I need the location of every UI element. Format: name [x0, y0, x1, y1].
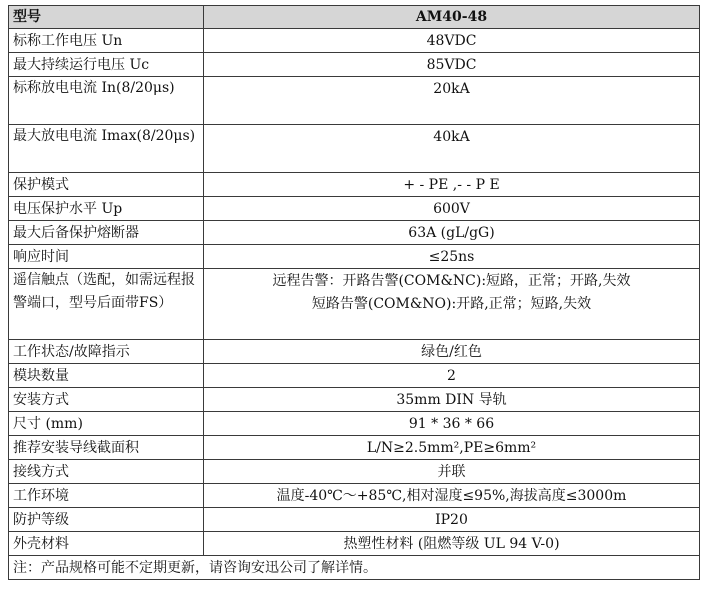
- row-value: 20kA: [204, 77, 700, 125]
- row-value: ≤25ns: [204, 245, 700, 269]
- table-row: [9, 388, 700, 412]
- row-value: [204, 269, 700, 340]
- row-label: 安装方式: [9, 388, 204, 412]
- row-value: 63A (gL/gG): [204, 221, 700, 245]
- row-value: 绿色/红色: [204, 340, 700, 364]
- row-label: 保护模式: [9, 173, 204, 197]
- row-label: 工作环境: [9, 484, 204, 508]
- row-label: 接线方式: [9, 460, 204, 484]
- row-label: 响应时间: [9, 245, 204, 269]
- row-value: + - PE ,- - P E: [204, 173, 700, 197]
- row-label: 推荐安装导线截面积: [9, 436, 204, 460]
- row-value-line: 短路告警(COM&NO):开路,正常；短路,失效: [311, 296, 592, 312]
- row-label: 防护等级: [9, 508, 204, 532]
- row-value: 600V: [204, 197, 700, 221]
- row-value: L/N≥2.5mm²,PE≥6mm²: [204, 436, 700, 460]
- row-label: 标称工作电压 Un: [9, 29, 204, 53]
- spec-table-container: [8, 5, 700, 580]
- row-label: 外壳材料: [9, 532, 204, 556]
- row-value: IP20: [204, 508, 700, 532]
- row-label: 电压保护水平 Up: [9, 197, 204, 221]
- table-row: [9, 460, 700, 484]
- row-label: 尺寸 (mm): [9, 412, 204, 436]
- table-row: [9, 197, 700, 221]
- table-row: [9, 364, 700, 388]
- row-value-line: 远程告警：开路告警(COM&NC):短路，正常；开路,失效: [272, 273, 631, 289]
- row-label: 最大后备保护熔断器: [9, 221, 204, 245]
- spec-table: [8, 5, 700, 580]
- header-label: 型号: [9, 6, 204, 29]
- table-row: [9, 269, 700, 340]
- table-row: [9, 29, 700, 53]
- row-value: 48VDC: [204, 29, 700, 53]
- row-value: 温度-40℃～+85℃,相对湿度≤95%,海拔高度≤3000m: [204, 484, 700, 508]
- table-row: [9, 532, 700, 556]
- table-row: [9, 484, 700, 508]
- table-row: [9, 53, 700, 77]
- row-label: 最大放电电流 Imax(8/20μs): [9, 125, 204, 173]
- row-label: 工作状态/故障指示: [9, 340, 204, 364]
- row-value: 35mm DIN 导轨: [204, 388, 700, 412]
- table-row: [9, 221, 700, 245]
- row-value: 40kA: [204, 125, 700, 173]
- table-row: [9, 77, 700, 125]
- header-value: AM40-48: [204, 6, 700, 29]
- row-value: 85VDC: [204, 53, 700, 77]
- table-row: [9, 436, 700, 460]
- table-row: [9, 340, 700, 364]
- table-row: [9, 412, 700, 436]
- table-row: [9, 245, 700, 269]
- row-label: 最大持续运行电压 Uc: [9, 53, 204, 77]
- table-row: [9, 508, 700, 532]
- footnote: 注：产品规格可能不定期更新，请咨询安迅公司了解详情。: [9, 556, 700, 580]
- row-label: 遥信触点（选配，如需远程报警端口，型号后面带FS）: [9, 269, 204, 340]
- row-value: 热塑性材料 (阻燃等级 UL 94 V-0): [204, 532, 700, 556]
- table-row: [9, 125, 700, 173]
- row-label: 标称放电电流 In(8/20μs): [9, 77, 204, 125]
- row-value: 2: [204, 364, 700, 388]
- row-value: 并联: [204, 460, 700, 484]
- table-row: [9, 173, 700, 197]
- table-header-row: [9, 6, 700, 29]
- row-label: 模块数量: [9, 364, 204, 388]
- row-value: 91 * 36 * 66: [204, 412, 700, 436]
- table-note-row: [9, 556, 700, 580]
